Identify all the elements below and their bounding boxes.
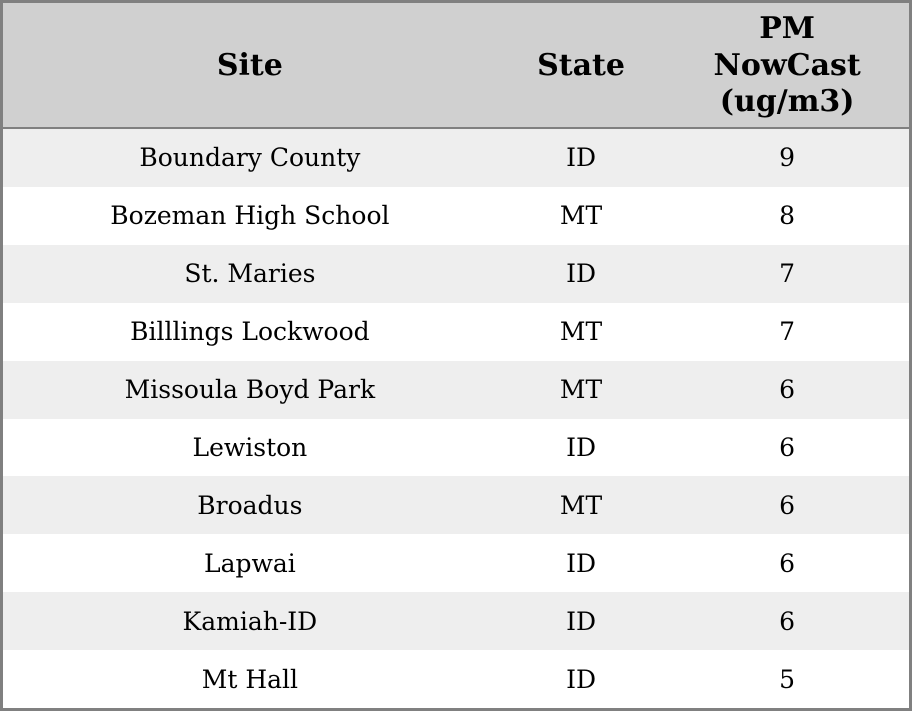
- site-cell: Lapwai: [203, 548, 296, 578]
- site-cell: Bozeman High School: [110, 201, 390, 231]
- table-row: [3, 476, 909, 534]
- state-cell: ID: [566, 143, 596, 173]
- site-cell: Mt Hall: [201, 664, 299, 694]
- site-cell: Broadus: [197, 490, 303, 520]
- table-row: [3, 187, 909, 245]
- table-row: [3, 245, 909, 303]
- pm-cell: 6: [779, 490, 796, 520]
- pm-header-line-2: NowCast: [713, 47, 861, 83]
- site-cell: Kamiah-ID: [182, 606, 318, 636]
- site-cell: Billlings Lockwood: [130, 317, 370, 347]
- pm-cell: 7: [779, 317, 796, 347]
- state-cell: ID: [566, 548, 596, 578]
- table-row: [3, 303, 909, 361]
- state-cell: MT: [559, 490, 603, 520]
- pm-cell: 6: [779, 375, 796, 405]
- table-body: [3, 129, 909, 708]
- pm-cell: 5: [779, 664, 796, 694]
- pm-cell: 9: [779, 143, 796, 173]
- column-header-site: Site: [216, 47, 283, 83]
- table-row: [3, 129, 909, 187]
- state-cell: ID: [566, 606, 596, 636]
- table-row: [3, 419, 909, 477]
- table-row: [3, 592, 909, 650]
- table-row: [3, 650, 909, 708]
- column-header-state: State: [537, 47, 625, 83]
- pm-cell: 8: [779, 201, 796, 231]
- pm-header-line-1: PM: [759, 11, 816, 47]
- site-cell: Lewiston: [192, 432, 308, 462]
- pm-cell: 6: [779, 432, 796, 462]
- site-cell: Boundary County: [139, 143, 361, 173]
- site-cell: Missoula Boyd Park: [124, 375, 376, 405]
- site-cell: St. Maries: [184, 259, 316, 289]
- table-row: [3, 361, 909, 419]
- table-row: [3, 534, 909, 592]
- pm-header-line-3: (ug/m3): [719, 84, 855, 120]
- pm-cell: 6: [779, 606, 796, 636]
- state-cell: MT: [559, 317, 603, 347]
- state-cell: ID: [566, 432, 596, 462]
- column-header-pm-nowcast: [665, 3, 909, 127]
- pm-cell: 7: [779, 259, 796, 289]
- state-cell: ID: [566, 664, 596, 694]
- pm-cell: 6: [779, 548, 796, 578]
- state-cell: ID: [566, 259, 596, 289]
- state-cell: MT: [559, 201, 603, 231]
- table-header-row: [3, 3, 909, 129]
- state-cell: MT: [559, 375, 603, 405]
